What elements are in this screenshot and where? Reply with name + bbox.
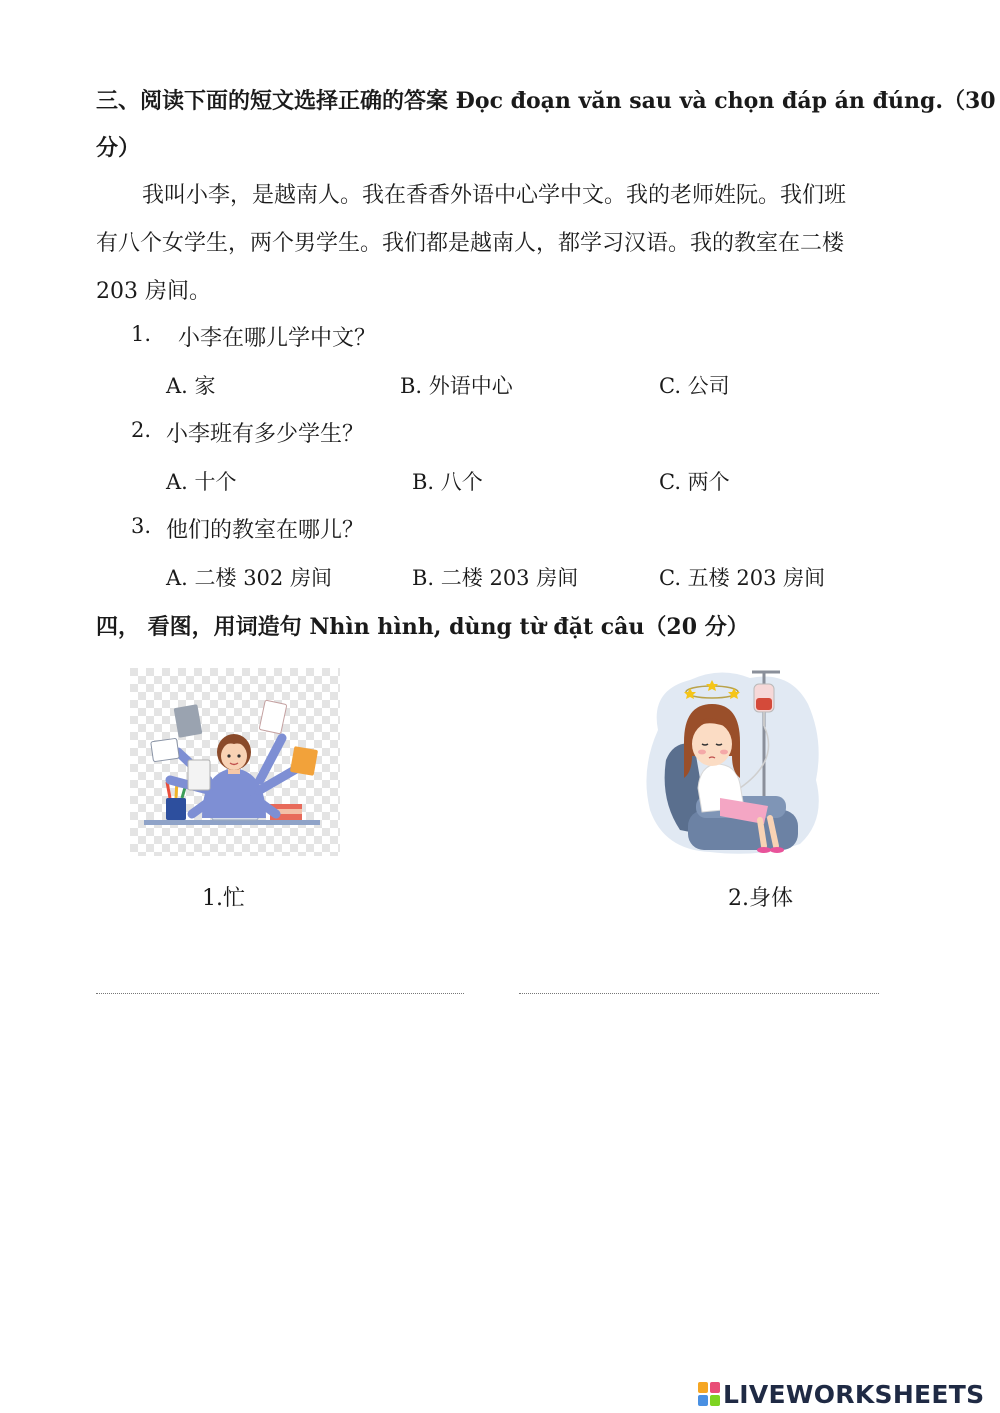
question-1-option-c[interactable]: C. 公司: [659, 374, 730, 398]
section3-heading-line1: 三、阅读下面的短文选择正确的答案 Đọc đoạn văn sau và chọn đáp án đúng.（30: [96, 88, 996, 114]
answer-line-2[interactable]: [519, 993, 879, 994]
sick-girl-image: [640, 660, 826, 858]
question-1-text: 小李在哪儿学中文？: [178, 326, 377, 351]
liveworksheets-logo: [698, 1380, 984, 1408]
picture-2-label: 2.身体: [728, 886, 793, 911]
section3-heading-line2: 分）: [96, 135, 141, 161]
section4-heading: 四， 看图，用词造句 Nhìn hình, dùng từ đặt câu（20 分）: [96, 614, 749, 640]
passage-line-1: 我叫小李，是越南人。我在香香外语中心学中文。我的老师姓阮。我们班: [142, 183, 847, 208]
question-2-number: 2.: [131, 418, 152, 442]
liveworksheets-brand: LIVEWORKSHEETS: [723, 1379, 985, 1409]
question-1-option-b[interactable]: B. 外语中心: [400, 374, 513, 398]
passage-line-2: 有八个女学生，两个男学生。我们都是越南人，都学习汉语。我的教室在二楼: [96, 231, 845, 256]
passage-line-3: 203 房间。: [96, 279, 211, 304]
question-2-option-a[interactable]: A. 十个: [166, 470, 237, 494]
question-3-option-a[interactable]: A. 二楼 302 房间: [166, 566, 332, 590]
question-2-text: 小李班有多少学生？: [166, 422, 365, 447]
question-2-option-b[interactable]: B. 八个: [412, 470, 483, 494]
question-1-number: 1.: [131, 322, 152, 346]
busy-woman-illustration: [130, 668, 340, 856]
question-3-text: 他们的教室在哪儿？: [166, 518, 365, 543]
liveworksheets-mark-icon: [698, 1382, 720, 1406]
question-3-option-b[interactable]: B. 二楼 203 房间: [412, 566, 579, 590]
picture-1-label: 1.忙: [202, 886, 245, 911]
question-3-option-c[interactable]: C. 五楼 203 房间: [659, 566, 826, 590]
question-3-number: 3.: [131, 514, 152, 538]
question-1-option-a[interactable]: A. 家: [166, 374, 216, 398]
sick-girl-iv-drip-illustration: [640, 660, 826, 858]
question-2-option-c[interactable]: C. 两个: [659, 470, 730, 494]
busy-woman-image: [130, 668, 340, 856]
answer-line-1[interactable]: [96, 993, 464, 994]
